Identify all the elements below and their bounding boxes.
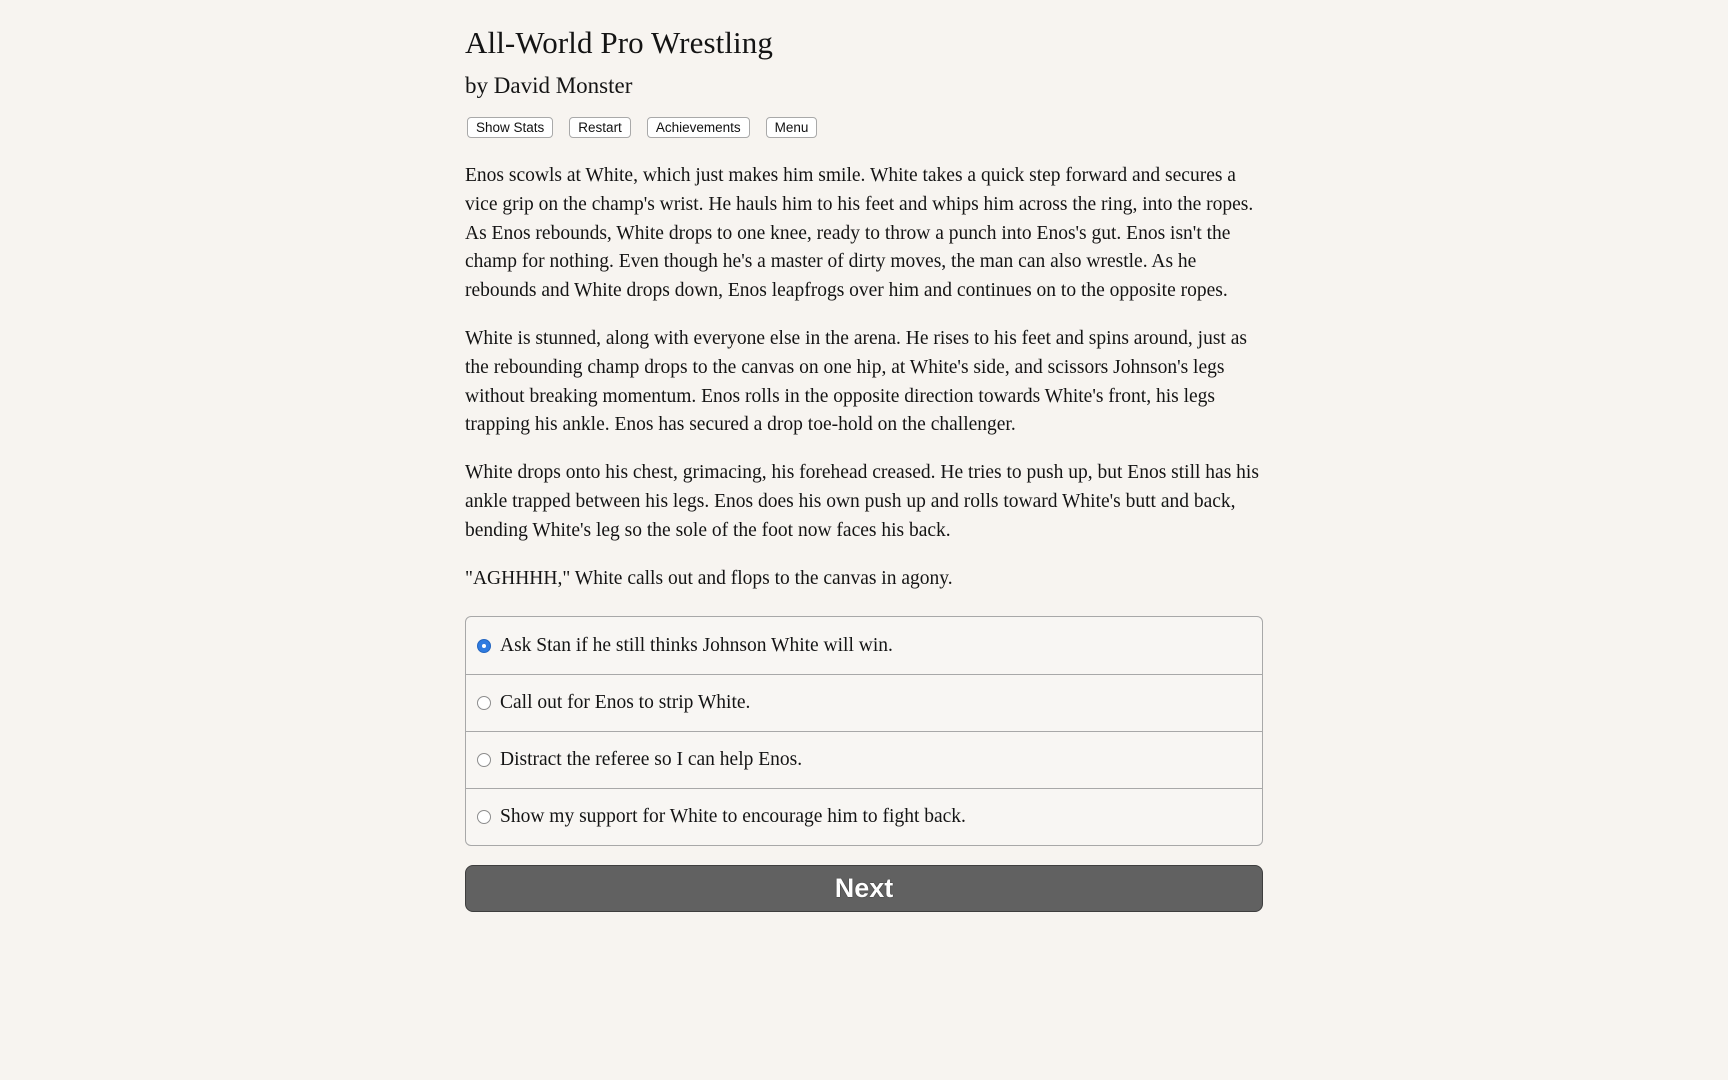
choice-label: Call out for Enos to strip White.: [500, 692, 751, 714]
choice-list: [465, 616, 1263, 846]
radio-button[interactable]: [477, 696, 491, 710]
next-button[interactable]: Next: [465, 865, 1263, 912]
restart-button[interactable]: Restart: [569, 117, 631, 138]
choice-option-distract-referee[interactable]: [466, 731, 1262, 788]
choice-label: Show my support for White to encourage him to fight back.: [500, 806, 966, 828]
story-text: [465, 162, 1263, 593]
game-container: [465, 0, 1263, 912]
achievements-button[interactable]: Achievements: [647, 117, 750, 138]
story-paragraph: "AGHHHH," White calls out and flops to the canvas in agony.: [465, 567, 953, 589]
story-paragraph: White drops onto his chest, grimacing, his forehead creased. He tries to push up, but Enos still has his ankle trapped between his legs. Enos does his own push up and rolls toward White's butt and back, bending White's leg so the sole of the foot now faces his back.: [465, 462, 1259, 541]
story-paragraph: White is stunned, along with everyone else in the arena. He rises to his feet and spins around, just as the rebounding champ drops to the canvas on one hip, at White's side, and scissors Johnson's legs without breaking momentum. Enos rolls in the opposite direction towards White's front, his legs trapping his ankle. Enos has secured a drop toe-hold on the challenger.: [465, 327, 1247, 436]
radio-button[interactable]: [477, 753, 491, 767]
choice-label: Ask Stan if he still thinks Johnson White will win.: [500, 634, 893, 656]
toolbar: [465, 117, 1263, 141]
story-paragraph: Enos scowls at White, which just makes him smile. White takes a quick step forward and secures a vice grip on the champ's wrist. He hauls him to his feet and whips him across the ring, into the ropes. As Enos rebounds, White drops to one knee, ready to throw a punch into Enos's gut. Enos isn't the champ for nothing. Even though he's a master of dirty moves, the man can also wrestle. As he rebounds and White drops down, Enos leapfrogs over him and continues on to the opposite ropes.: [465, 165, 1254, 302]
radio-button[interactable]: [477, 639, 491, 653]
show-stats-button[interactable]: Show Stats: [467, 117, 553, 138]
choice-option-show-support[interactable]: [466, 788, 1262, 845]
game-author: by David Monster: [465, 73, 633, 98]
choice-option-ask-stan[interactable]: [466, 617, 1262, 674]
radio-button[interactable]: [477, 810, 491, 824]
choice-option-call-out[interactable]: [466, 674, 1262, 731]
game-title: All-World Pro Wrestling: [465, 25, 773, 60]
choice-label: Distract the referee so I can help Enos.: [500, 749, 803, 771]
menu-button[interactable]: Menu: [766, 117, 818, 138]
